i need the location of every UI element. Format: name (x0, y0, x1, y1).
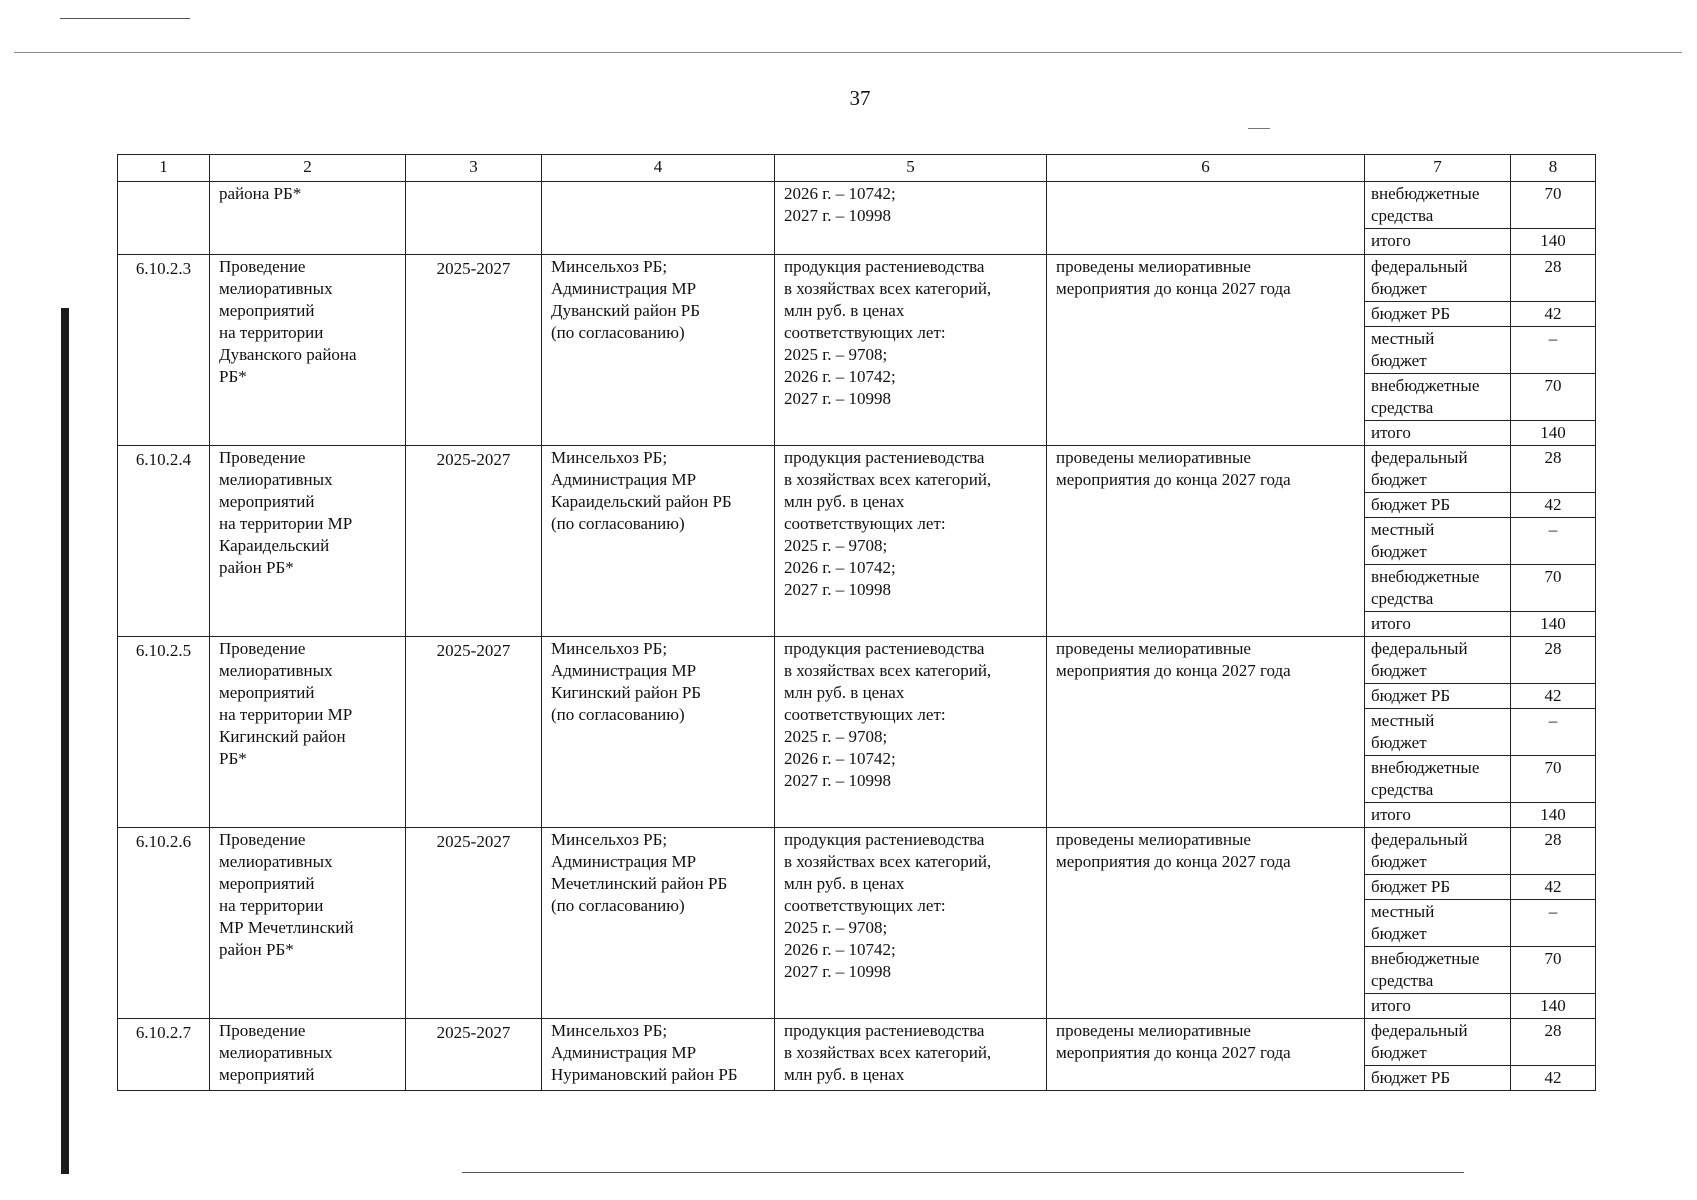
funding-amount-cell: 70 (1511, 182, 1596, 229)
cell-line: проведены мелиоративные (1056, 639, 1251, 658)
cell-line: Проведение (219, 639, 306, 658)
result-cell (1047, 828, 1365, 1019)
cell-line: Нуримановский район РБ (551, 1065, 738, 1084)
scan-edge-line (462, 1172, 1464, 1173)
cell-line: внебюджетные (1371, 376, 1480, 395)
table-row (118, 637, 1596, 684)
cell-line: продукция растениеводства (784, 639, 985, 658)
cell-line: бюджет (1371, 852, 1427, 871)
cell-line: Проведение (219, 448, 306, 467)
funding-source-cell (1365, 327, 1511, 374)
funding-amount-cell: 140 (1511, 612, 1596, 637)
funding-amount-cell: – (1511, 327, 1596, 374)
column-number-cell: 6 (1047, 155, 1365, 182)
funding-source-cell (1365, 446, 1511, 493)
cell-line: внебюджетные (1371, 758, 1480, 777)
cell-line: бюджет (1371, 351, 1427, 370)
period-cell: 2025-2027 (406, 828, 542, 1019)
cell-line: федеральный (1371, 639, 1468, 658)
result-cell (1047, 255, 1365, 446)
funding-amount-cell: 70 (1511, 756, 1596, 803)
indicator-cell (775, 828, 1047, 1019)
cell-line: в хозяйствах всех категорий, (784, 1043, 992, 1062)
cell-line: итого (1371, 805, 1411, 824)
cell-line: итого (1371, 231, 1411, 250)
table-row (118, 182, 1596, 229)
column-number-cell: 3 (406, 155, 542, 182)
cell-line: средства (1371, 971, 1434, 990)
cell-line: средства (1371, 398, 1434, 417)
cell-line: мелиоративных (219, 1043, 333, 1062)
cell-line: проведены мелиоративные (1056, 1021, 1251, 1040)
cell-line: на территории (219, 323, 324, 342)
cell-line: внебюджетные (1371, 949, 1480, 968)
cell-line: соответствующих лет: (784, 514, 946, 533)
program-table (117, 154, 1596, 1091)
funding-source-cell (1365, 900, 1511, 947)
funding-source-cell (1365, 994, 1511, 1019)
cell-line: 2025 г. – 9708; (784, 918, 888, 937)
cell-line: мелиоративных (219, 470, 333, 489)
cell-line: Администрация МР (551, 661, 697, 680)
funding-amount-cell: 140 (1511, 803, 1596, 828)
funding-source-cell (1365, 803, 1511, 828)
cell-line: федеральный (1371, 1021, 1468, 1040)
executor-cell (542, 255, 775, 446)
indicator-cell (775, 446, 1047, 637)
cell-line: бюджет РБ (1371, 304, 1451, 323)
table-row (118, 1019, 1596, 1066)
scan-edge-line (14, 52, 1682, 53)
cell-line: мероприятий (219, 683, 315, 702)
column-number-cell: 2 (210, 155, 406, 182)
cell-line: млн руб. в ценах (784, 492, 905, 511)
funding-amount-cell: – (1511, 900, 1596, 947)
funding-source-cell (1365, 612, 1511, 637)
cell-line: бюджет РБ (1371, 877, 1451, 896)
cell-line: мероприятия до конца 2027 года (1056, 279, 1291, 298)
cell-line: Кигинский район (219, 727, 346, 746)
funding-source-cell (1365, 756, 1511, 803)
cell-line: бюджет (1371, 733, 1427, 752)
funding-source-cell (1365, 709, 1511, 756)
cell-line: продукция растениеводства (784, 448, 985, 467)
cell-line: средства (1371, 206, 1434, 225)
cell-line: проведены мелиоративные (1056, 830, 1251, 849)
funding-amount-cell: 42 (1511, 302, 1596, 327)
cell-line: Проведение (219, 830, 306, 849)
measure-name-cell: района РБ* (210, 182, 406, 255)
cell-line: 2025 г. – 9708; (784, 727, 888, 746)
column-number-cell: 7 (1365, 155, 1511, 182)
cell-line: итого (1371, 996, 1411, 1015)
cell-line: Минсельхоз РБ; (551, 448, 668, 467)
cell-line: продукция растениеводства (784, 830, 985, 849)
cell-line: район РБ* (219, 558, 294, 577)
funding-amount-cell: 28 (1511, 828, 1596, 875)
cell-line: 2026 г. – 10742; (784, 367, 896, 386)
cell-line: местный (1371, 520, 1435, 539)
executor-cell (542, 182, 775, 255)
cell-line: 2025 г. – 9708; (784, 345, 888, 364)
funding-amount-cell: 140 (1511, 421, 1596, 446)
item-number-cell (118, 182, 210, 255)
cell-line: Минсельхоз РБ; (551, 257, 668, 276)
funding-amount-cell: 140 (1511, 994, 1596, 1019)
cell-line: на территории (219, 896, 324, 915)
cell-line: продукция растениеводства (784, 257, 985, 276)
cell-line: РБ* (219, 367, 247, 386)
cell-line: (по согласованию) (551, 896, 685, 915)
column-number-cell: 1 (118, 155, 210, 182)
cell-line: мелиоративных (219, 852, 333, 871)
column-number-row (118, 155, 1596, 182)
cell-line: 2025 г. – 9708; (784, 536, 888, 555)
cell-line: соответствующих лет: (784, 323, 946, 342)
cell-line: соответствующих лет: (784, 896, 946, 915)
cell-line: федеральный (1371, 448, 1468, 467)
page-number: 37 (849, 86, 871, 110)
cell-line: 2027 г. – 10998 (784, 771, 892, 790)
scan-mark (1248, 128, 1270, 129)
measure-name-cell (210, 828, 406, 1019)
funding-source-cell (1365, 493, 1511, 518)
funding-source-cell (1365, 947, 1511, 994)
cell-line: мероприятия до конца 2027 года (1056, 852, 1291, 871)
funding-amount-cell: 140 (1511, 229, 1596, 255)
funding-source-cell (1365, 518, 1511, 565)
funding-source-cell (1365, 374, 1511, 421)
funding-amount-cell: 28 (1511, 637, 1596, 684)
funding-amount-cell: 70 (1511, 947, 1596, 994)
cell-line: внебюджетные (1371, 567, 1480, 586)
cell-line: млн руб. в ценах (784, 301, 905, 320)
cell-line: федеральный (1371, 830, 1468, 849)
cell-line: Проведение (219, 1021, 306, 1040)
period-cell: 2025-2027 (406, 1019, 542, 1091)
cell-line: 2026 г. – 10742; (784, 184, 896, 203)
funding-amount-cell: 70 (1511, 374, 1596, 421)
cell-line: в хозяйствах всех категорий, (784, 852, 992, 871)
cell-line: средства (1371, 780, 1434, 799)
period-cell: 2025-2027 (406, 255, 542, 446)
cell-line: Проведение (219, 257, 306, 276)
cell-line: 2027 г. – 10998 (784, 962, 892, 981)
cell-line: бюджет (1371, 1043, 1427, 1062)
executor-cell (542, 637, 775, 828)
measure-name-cell (210, 637, 406, 828)
table-row (118, 446, 1596, 493)
indicator-cell (775, 182, 1047, 255)
measure-name-cell (210, 446, 406, 637)
result-cell (1047, 182, 1365, 255)
cell-line: Дуванского района (219, 345, 357, 364)
funding-source-cell (1365, 421, 1511, 446)
cell-line: 2027 г. – 10998 (784, 206, 892, 225)
funding-amount-cell: 28 (1511, 446, 1596, 493)
cell-line: 2026 г. – 10742; (784, 940, 896, 959)
cell-line: РБ* (219, 749, 247, 768)
funding-source-cell (1365, 229, 1511, 255)
table-row (118, 828, 1596, 875)
cell-line: Администрация МР (551, 279, 697, 298)
cell-line: бюджет (1371, 924, 1427, 943)
cell-line: мероприятия до конца 2027 года (1056, 470, 1291, 489)
cell-line: 2027 г. – 10998 (784, 580, 892, 599)
cell-line: проведены мелиоративные (1056, 257, 1251, 276)
cell-line: продукция растениеводства (784, 1021, 985, 1040)
column-number-cell: 8 (1511, 155, 1596, 182)
cell-line: Кигинский район РБ (551, 683, 702, 702)
funding-source-cell (1365, 828, 1511, 875)
cell-line: итого (1371, 423, 1411, 442)
period-cell: 2025-2027 (406, 446, 542, 637)
item-number-cell: 6.10.2.3 (118, 255, 210, 446)
cell-line: мероприятий (219, 1065, 315, 1084)
cell-line: в хозяйствах всех категорий, (784, 661, 992, 680)
cell-line: Администрация МР (551, 470, 697, 489)
cell-line: бюджет РБ (1371, 686, 1451, 705)
cell-line: Мечетлинский район РБ (551, 874, 728, 893)
measure-name-cell (210, 1019, 406, 1091)
executor-cell (542, 828, 775, 1019)
period-cell (406, 182, 542, 255)
cell-line: 2026 г. – 10742; (784, 749, 896, 768)
cell-line: Администрация МР (551, 1043, 697, 1062)
cell-line: район РБ* (219, 940, 294, 959)
cell-line: внебюджетные (1371, 184, 1480, 203)
cell-line: Администрация МР (551, 852, 697, 871)
item-number-cell: 6.10.2.6 (118, 828, 210, 1019)
funding-source-cell (1365, 302, 1511, 327)
result-cell (1047, 1019, 1365, 1091)
cell-line: Караидельский (219, 536, 330, 555)
funding-amount-cell: 42 (1511, 493, 1596, 518)
funding-source-cell (1365, 182, 1511, 229)
column-number-cell: 4 (542, 155, 775, 182)
cell-line: соответствующих лет: (784, 705, 946, 724)
cell-line: мероприятия до конца 2027 года (1056, 661, 1291, 680)
indicator-cell (775, 637, 1047, 828)
cell-line: Караидельский район РБ (551, 492, 732, 511)
cell-line: местный (1371, 711, 1435, 730)
cell-line: местный (1371, 902, 1435, 921)
funding-source-cell (1365, 1019, 1511, 1066)
item-number-cell: 6.10.2.4 (118, 446, 210, 637)
cell-line: млн руб. в ценах (784, 683, 905, 702)
period-cell: 2025-2027 (406, 637, 542, 828)
cell-line: МР Мечетлинский (219, 918, 354, 937)
cell-line: местный (1371, 329, 1435, 348)
cell-line: мероприятий (219, 301, 315, 320)
cell-line: на территории МР (219, 514, 353, 533)
cell-line: Дуванский район РБ (551, 301, 700, 320)
cell-line: мелиоративных (219, 279, 333, 298)
funding-amount-cell: 70 (1511, 565, 1596, 612)
result-cell (1047, 446, 1365, 637)
executor-cell (542, 446, 775, 637)
cell-line: бюджет (1371, 661, 1427, 680)
cell-line: млн руб. в ценах (784, 874, 905, 893)
scan-edge-line (60, 18, 190, 19)
cell-line: (по согласованию) (551, 705, 685, 724)
result-cell (1047, 637, 1365, 828)
cell-line: 2027 г. – 10998 (784, 389, 892, 408)
funding-amount-cell: 42 (1511, 875, 1596, 900)
cell-line: в хозяйствах всех категорий, (784, 279, 992, 298)
cell-line: проведены мелиоративные (1056, 448, 1251, 467)
cell-line: 2026 г. – 10742; (784, 558, 896, 577)
cell-line: Минсельхоз РБ; (551, 1021, 668, 1040)
cell-line: мероприятий (219, 492, 315, 511)
funding-source-cell (1365, 255, 1511, 302)
table-row (118, 255, 1596, 302)
cell-line: мероприятий (219, 874, 315, 893)
cell-line: на территории МР (219, 705, 353, 724)
funding-amount-cell: 42 (1511, 684, 1596, 709)
cell-line: млн руб. в ценах (784, 1065, 905, 1084)
funding-amount-cell: 28 (1511, 255, 1596, 302)
funding-amount-cell: – (1511, 518, 1596, 565)
indicator-cell (775, 1019, 1047, 1091)
cell-line: бюджет РБ (1371, 495, 1451, 514)
cell-line: бюджет (1371, 470, 1427, 489)
cell-line: (по согласованию) (551, 323, 685, 342)
funding-source-cell (1365, 684, 1511, 709)
cell-line: мелиоративных (219, 661, 333, 680)
cell-line: итого (1371, 614, 1411, 633)
funding-source-cell (1365, 565, 1511, 612)
cell-line: Минсельхоз РБ; (551, 639, 668, 658)
cell-line: средства (1371, 589, 1434, 608)
item-number-cell: 6.10.2.7 (118, 1019, 210, 1091)
measure-name-cell (210, 255, 406, 446)
cell-line: бюджет РБ (1371, 1068, 1451, 1087)
funding-amount-cell: 42 (1511, 1066, 1596, 1091)
funding-amount-cell: – (1511, 709, 1596, 756)
cell-line: мероприятия до конца 2027 года (1056, 1043, 1291, 1062)
funding-source-cell (1365, 637, 1511, 684)
cell-line: в хозяйствах всех категорий, (784, 470, 992, 489)
funding-source-cell (1365, 875, 1511, 900)
cell-line: Минсельхоз РБ; (551, 830, 668, 849)
cell-line: бюджет (1371, 279, 1427, 298)
cell-line: федеральный (1371, 257, 1468, 276)
funding-amount-cell: 28 (1511, 1019, 1596, 1066)
cell-line: (по согласованию) (551, 514, 685, 533)
indicator-cell (775, 255, 1047, 446)
column-number-cell: 5 (775, 155, 1047, 182)
binding-shadow (61, 308, 69, 1174)
executor-cell (542, 1019, 775, 1091)
funding-source-cell (1365, 1066, 1511, 1091)
item-number-cell: 6.10.2.5 (118, 637, 210, 828)
cell-line: бюджет (1371, 542, 1427, 561)
